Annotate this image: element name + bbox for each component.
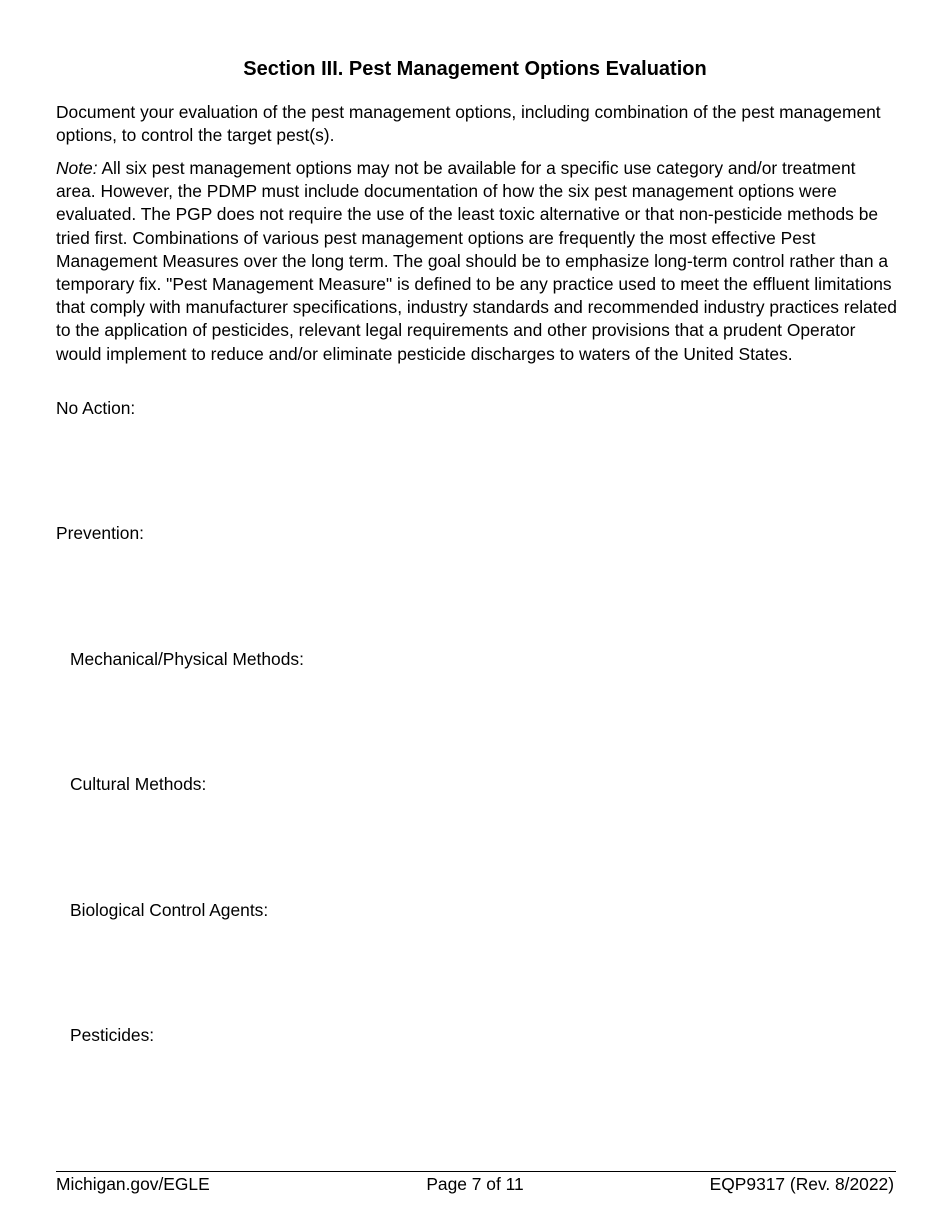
footer-divider	[56, 1171, 896, 1172]
note-label: Note:	[56, 158, 98, 178]
cultural-methods-label: Cultural Methods:	[70, 774, 207, 794]
prevention-field[interactable]	[56, 549, 898, 629]
biological-control-field[interactable]	[56, 926, 898, 1006]
mechanical-methods-label: Mechanical/Physical Methods:	[70, 649, 304, 669]
biological-control-label: Biological Control Agents:	[70, 900, 269, 920]
footer-page-number: Page 7 of 11	[426, 1174, 524, 1194]
mechanical-methods-field[interactable]	[56, 675, 898, 755]
footer-form-id: EQP9317 (Rev. 8/2022)	[709, 1174, 894, 1194]
prevention-label: Prevention:	[56, 523, 144, 543]
section-title: Section III. Pest Management Options Evaluation	[243, 58, 707, 80]
note-paragraph	[56, 157, 898, 366]
no-action-field[interactable]	[56, 424, 898, 504]
note-text: All six pest management options may not be available for a specific use category and/or treatment area. However, the PDMP must include documentation of how the six pest management options were evaluated. The PGP does not require the use of the least toxic alternative or that non-pesticide methods be tried first. Combinations of various pest management options are frequently the most effective Pest Management Measures over the long term. The goal should be to emphasize long-term control rather than a temporary fix. "Pest Management Measure" is defined to be any practice used to meet the effluent limitations that comply with manufacturer specifications, industry standards and recommended industry practices related to the application of pesticides, relevant legal requirements and other provisions that a prudent Operator would implement to reduce and/or eliminate pesticide discharges to waters of the United States.	[56, 158, 897, 364]
cultural-methods-field[interactable]	[56, 800, 898, 880]
intro-paragraph: Document your evaluation of the pest management options, including combination of the pest management options, to control the target pest(s).	[56, 102, 881, 146]
no-action-label: No Action:	[56, 398, 136, 418]
pesticides-field[interactable]	[56, 1051, 898, 1131]
pesticides-label: Pesticides:	[70, 1025, 155, 1045]
footer-website-link[interactable]: Michigan.gov/EGLE	[56, 1174, 210, 1194]
